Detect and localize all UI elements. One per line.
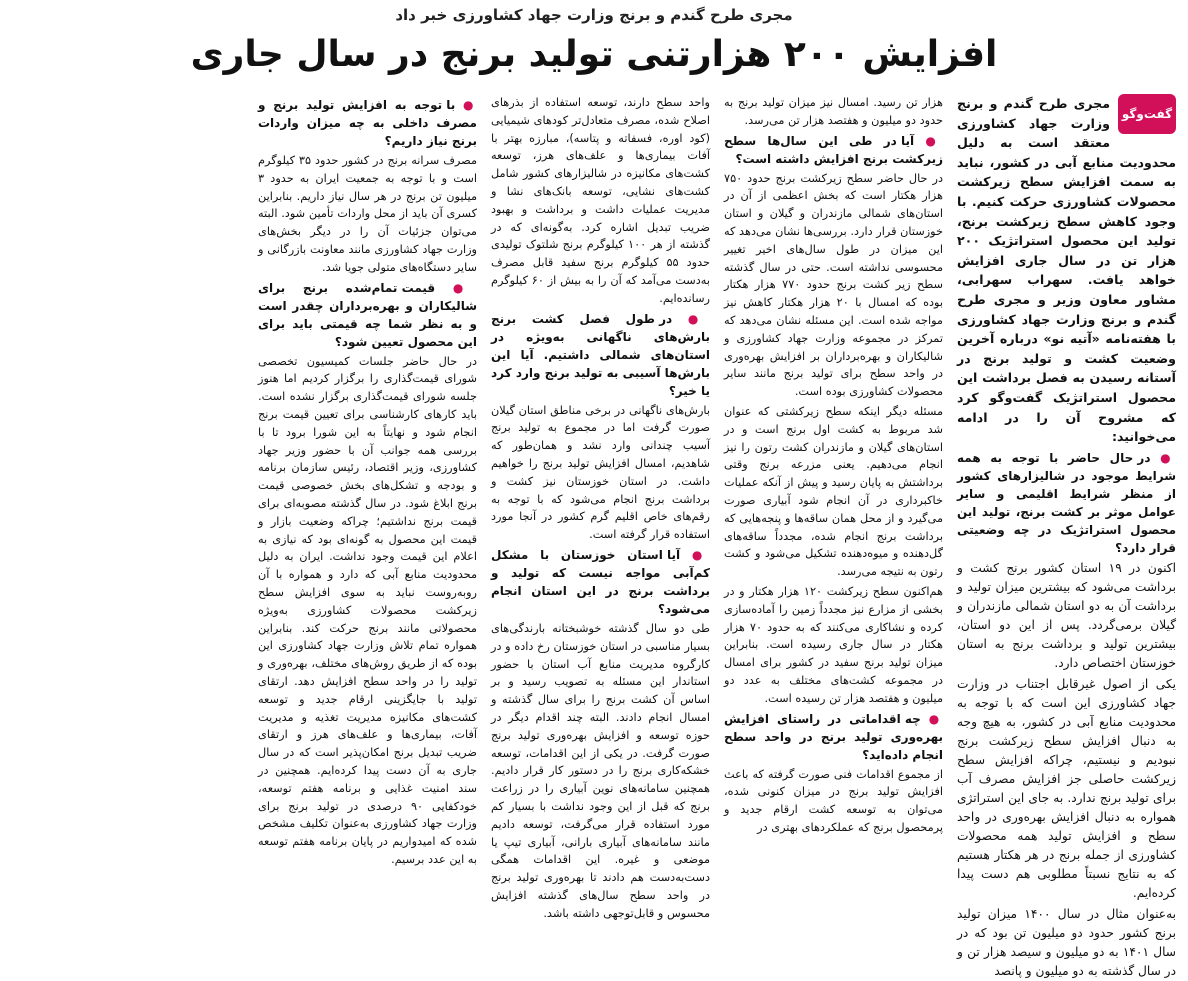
- answer-paragraph: طی دو سال گذشته خوشبختانه بارندگی‌های بسیار مناسبی در استان خوزستان رخ داده و در کارگروه مدیریت منابع آب استان با حضور استاندار این مسئله به تصویب رسید و بر اساس آن کشت برنج را برای سال گذشته و امسال انجام دادند. البته چند اقدام دیگر در حوزه توسعه و افزایش بهره‌وری تولید برنج صورت گرفت. در یکی از این اقدامات، توسعه خشکه‌کاری برنج را در دستور کار قرار دادیم. همچنین سامانه‌های نوین آبیاری را در زراعت برنج که قبل از این وجود نداشت با بسیار کم مورد استفاده قرار می‌گرفت، توسعه دادیم مانند سامانه‌های آبیاری بارانی، آبیاری تیپ یا موضعی و غیره. این اقدامات همگی دست‌به‌دست هم دادند تا بهره‌وری تولید برنج در واحد سطح سال‌های گذشته افزایش محسوس و قابل‌توجهی داشته باشد.: [491, 621, 710, 920]
- interview-question: ● در حال حاضر با توجه به همه شرایط موجود در شالیزارهای کشور از منظر شرایط اقلیمی و سایر عوامل موثر بر کشت برنج، تولید این محصول استراتژیک در چه وضعیتی قرار دارد؟: [957, 449, 1176, 557]
- article-body: [12, 94, 1176, 978]
- answer-paragraph: به‌عنوان مثال در سال ۱۴۰۰ میزان تولید برنج کشور حدود دو میلیون تن بود که در سال ۱۴۰۱ به دو میلیون و سیصد هزار تن و در سال گذشته به دو میلیون و پانصد: [957, 906, 1176, 978]
- answer-paragraph: بارش‌های ناگهانی در برخی مناطق استان گیلان صورت گرفت اما در مجموع به تولید برنج آسیب چندانی وارد نشد و همان‌طور که شاهدیم، امسال افزایش تولید برنج را خواهیم داشت. در استان خوزستان نیز کشت و برداشت برنج انجام می‌شود که با توجه به رقم‌های خاص اقلیم گرم کشور در آنجا مورد استفاده قرار گرفته است.: [491, 403, 710, 542]
- answer-paragraph: در حال حاضر جلسات کمیسیون تخصصی شورای قیمت‌گذاری را برگزار کردیم اما هنوز جلسه شورای قیمت‌گذاری برگزار نشده است. باید کارهای کارشناسی برای تعیین قیمت برنج انجام شود و نهایتاً به این شورا برود تا با بررسی همه جوانب آن با حضور وزیر جهاد کشاورزی، وزیر اقتصاد، رئیس سازمان برنامه و بودجه و تشکل‌های بخش خصوصی قیمت برنج ابلاغ شود. در سال گذشته مصوبه‌ای برای قیمت برنج نداشتیم؛ چراکه وضعیت بازار و قیمت این محصول به گونه‌ای بود که نیازی به اعلام این قیمت وجود نداشت. ایران به دلیل محدودیت منابع آبی که دارد و همواره با آن روبه‌روست نباید به سوی افزایش سطح زیرکشت محصولات کشاورزی به‌ویژه محصولاتی مانند برنج حرکت کند. بنابراین همواره تمام تلاش وزارت جهاد کشاورزی این بوده که از طریق روش‌های مختلف، بهره‌وری و تولید را در واحد سطح افزایش دهد. ارتقای تولید با جایگزینی ارقام جدید و توسعه کشت‌های مکانیزه مدیریت تغذیه و مدیریت آفات، بیماری‌ها و علف‌های هرز و ارتقای ضریب تبدیل برنج امکان‌پذیر است که در سال جاری به آن دست پیدا کرده‌ایم. همچنین در سند امنیت غذایی و برنامه هفتم توسعه، خودکفایی ۹۰ درصدی در تولید برنج برای وزارت جهاد کشاورزی به‌عنوان تکلیف مشخص شده که امیدواریم در پایان برنامه هفتم توسعه به این عدد برسیم.: [258, 354, 477, 866]
- article-kicker: مجری طرح گندم و برنج وزارت جهاد کشاورزی خبر داد: [395, 6, 793, 24]
- interview-question: ● قیمت تمام‌شده برنج برای شالیکاران و بهره‌برداران چقدر است و به نظر شما چه قیمتی باید برای این محصول تعیین شود؟: [258, 279, 477, 351]
- interview-question: ● آیا استان خوزستان با مشکل کم‌آبی مواجه نیست که تولید و برداشت برنج در این استان انجام می‌شود؟: [491, 546, 710, 618]
- interview-question: ● آیا در طی این سال‌ها سطح زیرکشت برنج افزایش داشته است؟: [724, 132, 943, 168]
- column-4: [258, 94, 477, 866]
- answer-paragraph: مسئله دیگر اینکه سطح زیرکشتی که عنوان شد مربوط به کشت اول برنج است و در استان‌های گیلان و مازندران کشت رتون را نیز انجام می‌دهیم. یعنی مزرعه برنج وقتی برداشتش به پایان رسید و پیش از آنکه عملیات خاکبرداری در آن انجام شود آبیاری صورت می‌گیرد و از محل همان ساقه‌ها و پنجه‌هایی که برداشت برنج انجام شده، مجدداً ساقه‌های گل‌دهنده و میوه‌دهنده تشکیل می‌شود و کشت رتون به نتیجه می‌رسد.: [724, 404, 943, 579]
- answer-paragraph: واحد سطح دارند، توسعه استفاده از بذرهای اصلاح شده، مصرف متعادل‌تر کودهای شیمیایی (کود اوره، فسفاته و پتاسه)، مبارزه بهتر با آفات بیماری‌ها و علف‌های هرز، توسعه کشت‌های مکانیزه در شالیزارهای کشور شامل کشت‌های نشایی، توسعه بانک‌های نشا و مدیریت عملیات داشت و برداشت و بهبود ضریب تبدیل اشاره کرد. به‌گونه‌ای که در گذشته از هر ۱۰۰ کیلوگرم برنج شلتوک تولیدی حدود ۵۵ کیلوگرم برنج سفید قابل مصرف به‌دست می‌آمد که آن را به بیش از ۶۰ کیلوگرم رسانده‌ایم.: [491, 96, 711, 305]
- answer-paragraph: از مجموع اقدامات فنی صورت گرفته که باعث افزایش تولید برنج در میزان کنونی شده، می‌توان به توسعه کشت ارقام جدید و پرمحصول برنج که عملکردهای بهتری در: [724, 767, 943, 834]
- answer-paragraph: مصرف سرانه برنج در کشور حدود ۳۵ کیلوگرم است و با توجه به جمعیت ایران به حدود ۳ میلیون تن برنج در هر سال نیاز داریم. بنابراین کسری آن باید از محل واردات تأمین شود. البته می‌توان جزئیات آن را در دیگر بخش‌های وزارت جهاد کشاورزی مانند معاونت بازرگانی و سایر دستگاه‌های متولی جویا شد.: [258, 154, 477, 274]
- answer-paragraph: در حال حاضر سطح زیرکشت برنج حدود ۷۵۰ هزار هکتار است که بخش اعظمی از آن در استان‌های شمالی مازندران و گیلان و استان خوزستان قرار دارد. بررسی‌ها نشان می‌دهد که این میزان در طول سال‌های اخیر تغییر محسوسی نداشته است. حتی در سال گذشته سطح زیر کشت برنج حدود ۷۷۰ هزار هکتار بوده که امسال با ۲۰ هزار هکتار کاهش نیز مواجه شده است. این مسئله نشان می‌دهد که تمرکز در مجموعه وزارت جهاد کشاورزی و شالیکاران و بهره‌برداران بر افزایش بهره‌وری در واحد سطح برای تولید برنج مانند سایر محصولات کشاورزی بوده است.: [724, 171, 944, 399]
- column-1: [957, 94, 1176, 978]
- interview-question: ● در طول فصل کشت برنج بارش‌های ناگهانی به‌ویژه در استان‌های شمالی داشتیم. آیا این بارش‌ها آسیبی به تولید برنج وارد کرد یا خیر؟: [491, 310, 710, 400]
- answer-paragraph: هم‌اکنون سطح زیرکشت ۱۲۰ هزار هکتار و در بخشی از مزارع نیز مجدداً زمین را آماده‌سازی کرده و نشاکاری می‌کنند که به حدود ۷۰ هزار هکتار در سال جاری رسیده است. بنابراین میزان تولید برنج سفید در کشور برای امسال در مجموعه کشت‌های مختلف به عدد دو میلیون و هفتصد هزار تن رسیده است.: [724, 584, 943, 705]
- article-headline: افزایش ۲۰۰ هزارتنی تولید برنج در سال جاری: [190, 34, 998, 75]
- interview-question: ● با توجه به افزایش تولید برنج و مصرف داخلی به چه میزان واردات برنج نیاز داریم؟: [258, 96, 477, 150]
- interview-badge: گفت‌وگو: [1118, 94, 1176, 134]
- answer-paragraph: یکی از اصول غیرقابل اجتناب در وزارت جهاد کشاورزی این است که با توجه به محدودیت منابع آبی در کشور، به هیچ وجه به دنبال افزایش سطح زیرکشت برنج نبودیم و نیستیم، چراکه افزایش سطح زیرکشت حاصلی جز افزایش مصرف آب برای تولید برنج ندارد. به جای این استراتژی همواره به دنبال افزایش بهره‌وری در واحد سطح و افزایش تولید همه محصولات کشاورزی از جمله برنج در هر هکتار هستیم که به نتایج نسبتاً مطلوبی هم دست پیدا کرده‌ایم.: [957, 676, 1176, 900]
- answer-paragraph: هزار تن رسید. امسال نیز میزان تولید برنج به حدود دو میلیون و هفتصد هزار تن می‌رسد.: [724, 96, 943, 127]
- lead-paragraph: مجری طرح گندم و برنج وزارت جهاد کشاورزی معتقد است به دلیل محدودیت منابع آبی در کشور، نباید به سمت افزایش سطح زیرکشت محصولات کشاورزی حرکت کنیم. با وجود کاهش سطح زیرکشت برنج، تولید این محصول استراتژیک ۲۰۰ هزار تن در سال جاری افزایش خواهد یافت. سهراب سهرابی، مشاور معاون وزیر و مجری طرح گندم و برنج وزارت جهاد کشاورزی با هفته‌نامه «آتیه نو» درباره آخرین وضعیت کشت و تولید برنج در آستانه رسیدن به فصل برداشت این محصول استراتژیک گفت‌وگو کرد که مشروح آن را در ادامه می‌خوانید:: [957, 96, 1176, 445]
- column-3: [491, 94, 711, 920]
- answer-paragraph: اکنون در ۱۹ استان کشور برنج کشت و برداشت می‌شود که بیشترین میزان تولید و برداشت آن به دو استان شمالی مازندران و گیلان برمی‌گردد. پس از این دو استان، بیشترین تولید و برداشت برنج به استان خوزستان اختصاص دارد.: [957, 560, 1176, 670]
- column-2: [724, 94, 944, 834]
- interview-question: ● چه اقداماتی در راستای افزایش بهره‌وری تولید برنج در واحد سطح انجام داده‌اید؟: [724, 710, 943, 764]
